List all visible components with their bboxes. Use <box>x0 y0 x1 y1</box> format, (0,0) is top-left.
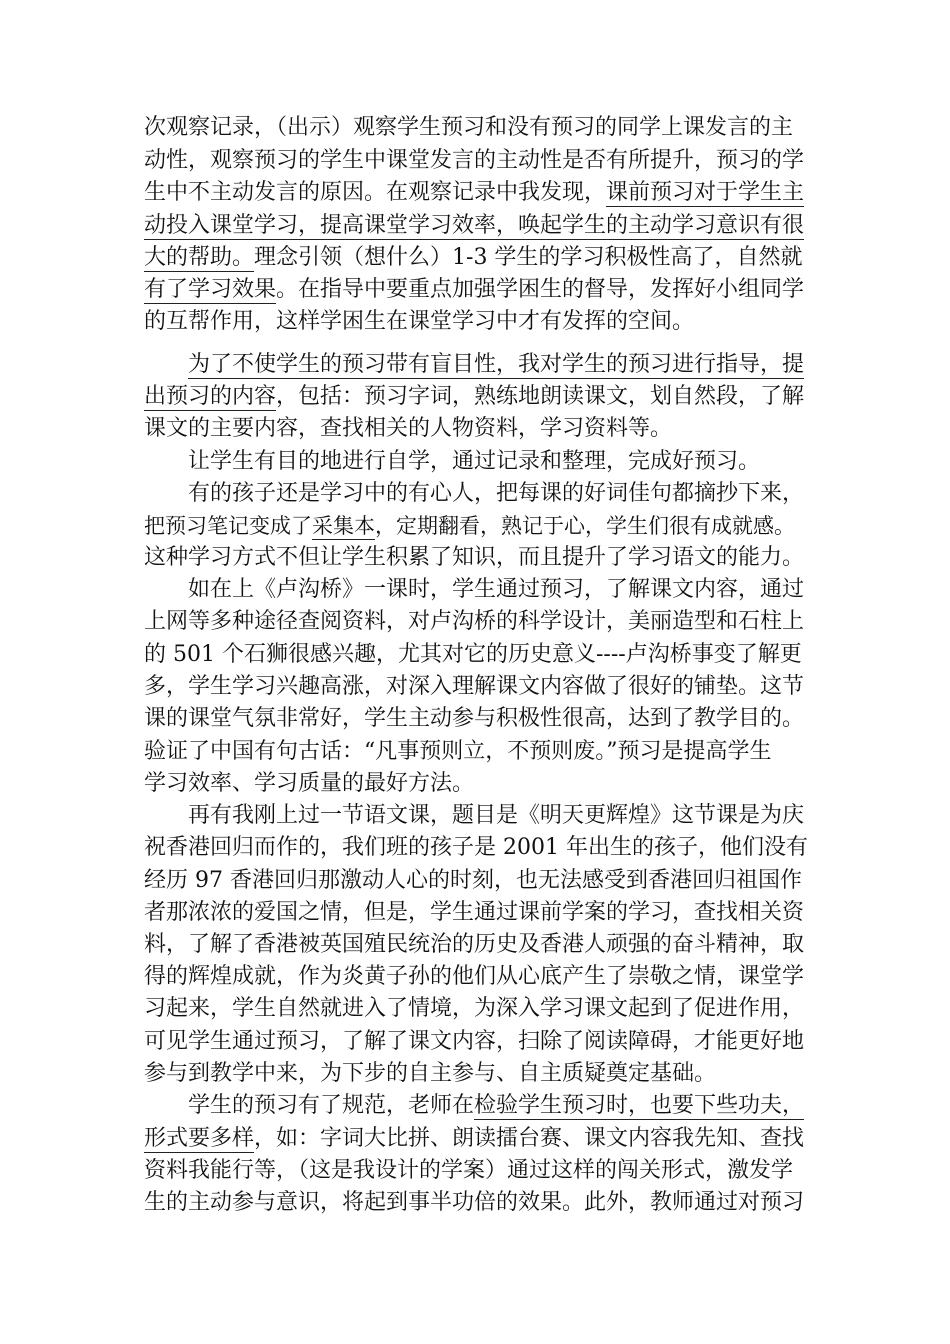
text-line: 料，了解了香港被英国殖民统治的历史及香港人顽强的奋斗精神，取 <box>144 932 805 957</box>
text-line: 的 501 个石狮很感兴趣，尤其对它的历史意义----卢沟桥事变了解更 <box>144 642 802 667</box>
text-line: 形式要多样，如：字词大比拼、朗读擂台赛、课文内容我先知、查找 <box>144 1126 805 1151</box>
text-line: 上网等多种途径查阅资料，对卢沟桥的科学设计，美丽造型和石柱上 <box>144 609 805 634</box>
text-line: 习起来，学生自然就进入了情境，为深入学习课文起到了促进作用， <box>144 996 805 1021</box>
paragraph-first-line: 让学生有目的地进行自学，通过记录和整理，完成好预习。 <box>188 449 761 474</box>
text-line: 资料我能行等，（这是我设计的学案）通过这样的闯关形式，激发学 <box>144 1158 794 1183</box>
text-line: 动性，观察预习的学生中课堂发言的主动性是否有所提升，预习的学 <box>144 148 805 173</box>
text-line: 参与到教学中来，为下步的自主参与、自主质疑奠定基础。 <box>144 1061 717 1086</box>
text-line: 者那浓浓的爱国之情，但是，学生通过课前学案的学习，查找相关资 <box>144 900 805 925</box>
paragraph-first-line: 再有我刚上过一节语文课，题目是《明天更辉煌》这节课是为庆 <box>188 803 805 828</box>
underlined-text: 采集本 <box>312 514 375 538</box>
text-line: 验证了中国有句古话：“凡事预则立，不预则废。”预习是提高学生 <box>144 739 772 764</box>
underlined-text: 课前预习对于学生主 <box>606 180 805 205</box>
text-line: 生中不主动发言的原因。在观察记录中我发现，课前预习对于学生主 <box>144 180 805 205</box>
underlined-text: 有了学习效果 <box>144 277 277 302</box>
text-line: 生的主动参与意识，将起到事半功倍的效果。此外，教师通过对预习 <box>144 1190 805 1215</box>
underlined-text: 大的帮助。 <box>144 245 255 270</box>
text-line: 的互帮作用，这样学困生在课堂学习中才有发挥的空间。 <box>144 309 695 334</box>
text-line: 这种学习方式不但让学生积累了知识，而且提升了学习语文的能力。 <box>144 545 805 570</box>
underlined-text: 为了不使学生的预习带有盲目性，我对学生的预习进行指导， <box>188 352 783 377</box>
underlined-text: 出预习的内容 <box>144 384 277 409</box>
text-line: 学习效率、学习质量的最好方法。 <box>144 771 475 796</box>
text-line: 次观察记录，（出示）观察学生预习和没有预习的同学上课发言的主 <box>144 115 794 140</box>
text-line: 大的帮助。理念引领（想什么）1-3 学生的学习积极性高了，自然就 <box>144 245 803 270</box>
text-line: 有了学习效果。在指导中要重点加强学困生的督导，发挥好小组同学 <box>144 277 805 302</box>
underlined-text: 形式要多样 <box>144 1126 255 1151</box>
underlined-text: 检验学生预习时，也要下些功夫， <box>474 1093 805 1118</box>
text-line: 出预习的内容，包括：预习字词，熟练地朗读课文，划自然段，了解 <box>144 384 805 409</box>
text-line: 得的辉煌成就，作为炎黄子孙的他们从心底产生了崇敬之情，课堂学 <box>144 964 805 989</box>
underlined-text: 提 <box>782 352 805 377</box>
paragraph-first-line: 有的孩子还是学习中的有心人，把每课的好词佳句都摘抄下来， <box>188 481 805 506</box>
text-line: 可见学生通过预习，了解了课文内容，扫除了阅读障碍，才能更好地 <box>144 1029 805 1054</box>
text-line <box>144 211 809 241</box>
underlined-text: 动投入课堂学习，提高课堂学习效率，唤起学生的主动学习意识有很 <box>144 213 805 238</box>
paragraph-first-line: 如在上《卢沟桥》一课时，学生通过预习，了解课文内容，通过 <box>188 577 805 602</box>
text-line: 祝香港回归而作的，我们班的孩子是 2001 年出生的孩子，他们没有 <box>144 835 808 860</box>
text-line: 课文的主要内容，查找相关的人物资料，学习资料等。 <box>144 416 673 441</box>
paragraph-first-line: 学生的预习有了规范，老师在检验学生预习时，也要下些功夫， <box>188 1093 805 1118</box>
text-line: 课的课堂气氛非常好，学生主动参与积极性很高，达到了教学目的。 <box>144 706 805 731</box>
text-line: 经历 97 香港回归那激动人心的时刻，也无法感受到香港回归祖国作 <box>144 868 802 893</box>
paragraph-first-line <box>188 350 809 380</box>
text-line: 多，学生学习兴趣高涨，对深入理解课文内容做了很好的铺垫。这节 <box>144 674 805 699</box>
text-line: 把预习笔记变成了采集本，定期翻看，熟记于心，学生们很有成就感。 <box>144 514 795 538</box>
